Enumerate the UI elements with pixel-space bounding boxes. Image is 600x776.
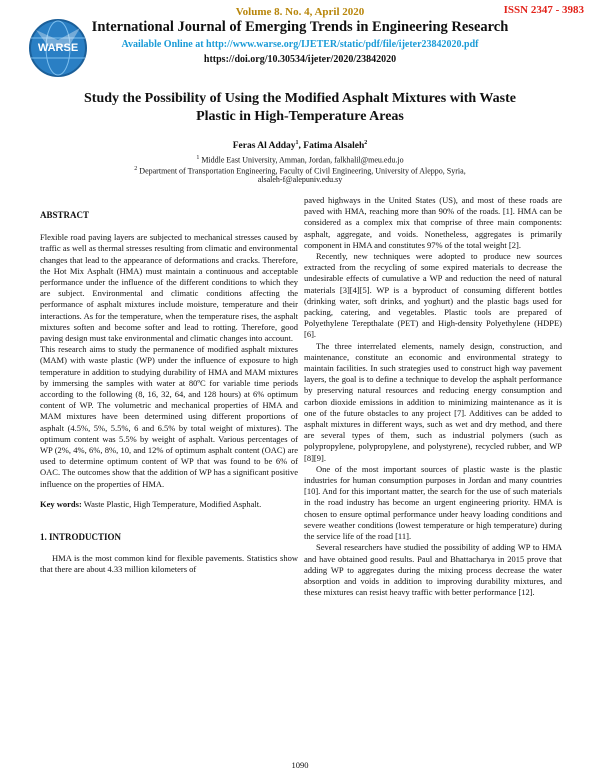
affiliation-2-text: Department of Transportation Engineering, Faculty of Civil Engineering, University of Aleppo, Syria, (137, 166, 466, 176)
abstract-paragraph-1: Flexible road paving layers are subjected to mechanical stresses caused by traffic as well as thermal stresses resulting from climatic and environmental changes that lead to the appearance of deformations and cracks. Therefore, the Hot Mix Asphalt (HMA) must maintain a continuous and acceptable performance under the influence of the different conditions to which they are subject. Environmental and climatic conditions affecting the performance of asphalt mixtures include moisture, temperature and their interactions. As for the temperature, when the temperature rises, the asphalt mixtures soften and become softer and lead to rotting. Therefore, good paving design must take environmental and climatic changes into account. (40, 232, 298, 344)
right-paragraph-2: Recently, new techniques were adopted to produce new sources extracted from the recycling of some expired materials to decrease the undesirable effects of cumulative a WP and reduction the need of natural materials [3][4][5]. WP is a byproduct of consuming different bottles (drinking water, soft drinks, and yoghurt) and the plastic bags used for packing, catering, and vegetables. Plastic tools are prepared of Polyethylene Terepthalate (PET) and High-density Polyethylene (HDPE) [6]. (304, 251, 562, 340)
affiliation-2-sup: 2 (134, 166, 138, 172)
journal-title: International Journal of Emerging Trends in Engineering Research (91, 19, 509, 35)
left-column (40, 210, 298, 576)
author-2-sup: 2 (364, 140, 368, 146)
paper-title-line2: Plastic in High-Temperature Areas (196, 108, 404, 124)
keywords (40, 499, 298, 510)
introduction-heading: 1. INTRODUCTION (40, 532, 122, 543)
affiliation-1-text: Middle East University, Amman, Jordan, falkhalil@meu.edu.jo (199, 155, 404, 165)
author-separator: , (298, 141, 304, 152)
doi-link[interactable]: https://doi.org/10.30534/ijeter/2020/23842020 (203, 54, 397, 65)
right-paragraph-5: Several researchers have studied the possibility of adding WP to HMA and have obtained good results. Paul and Bhattacharya in 2015 prove that adding WP to aggregates during the mixing process decrease the water absorption and voids in addition to improving durability mixtures, and these mixtures can resist heavy traffic with better performance [12]. (304, 542, 562, 598)
abstract-heading: ABSTRACT (40, 210, 90, 220)
issn: ISSN 2347 - 3983 (503, 4, 584, 16)
right-paragraph-3: The three interrelated elements, namely design, construction, and maintenance, constitute an economic and environmental strategy to maintain facilities. In such strategies used to construct high way pavement layers, the goal is to define a technique to develop the asphalt performance by preserving natural resources and reducing energy consumption and carbon dioxide emissions in addition to minimizing maintenance as it is one of the future obstacles to any project [7]. Additives can be added to asphalt mixtures in different ways, such as wet and dry method, and there are several types of them, such as industrial polymers (such as polypropylene, polypropylene, and polystyrene), recycled rubber, and WP [8][9]. (304, 340, 562, 463)
abstract-paragraph-2: This research aims to study the permanence of modified asphalt mixtures (MAM) with waste plastic (WP) under the influence of exposure to high temperature in addition to studying durability of HMA and MAM mixtures by immersing the samples with water at 80ºC for variable time periods according to the following (8, 16, 32, 64, and 128 hours) at 6% optimum content of WP. The volumetric and mechanical properties of HMA and MAM mixtures have been determined using different proportions of asphalt (4.5%, 5%, 5.5%, 6 and 6.5% by total weight of mixtures). The optimum content was 5.5% by weight of asphalt. Various percentages of WP (2%, 4%, 6%, 8%, 10, and 12% of optimum asphalt content (OAC) are used to determine optimum content of WP that was found to be 6% of OAC. The outcomes show that the addition of WP has a significant positive influence on the properties of HMA. (40, 344, 298, 489)
online-link[interactable]: Available Online at http://www.warse.org/IJETER/static/pdf/file/ijeter23842020.pdf (121, 39, 479, 50)
paper-title-line1: Study the Possibility of Using the Modified Asphalt Mixtures with Waste (84, 91, 516, 106)
author-2: Fatima Alsaleh (303, 141, 365, 152)
affiliation-2-email: alsaleh-f@alepuniv.edu.sy (257, 175, 343, 184)
right-paragraph-1: paved highways in the United States (US), and most of these roads are paved with HMA, reaching more than 90% of the roads. [1]. HMA can be considered as a complex mix that comprise of three main components: asphalt, aggregate, and voids. Nonetheless, aggregates is primarily component in HMA and constitutes 97% of the total weight [2]. (304, 195, 562, 250)
volume-info: Volume 8. No. 4, April 2020 (235, 6, 365, 18)
paper-title (60, 90, 540, 125)
keywords-label: Key words: (40, 498, 82, 509)
right-column (304, 195, 562, 598)
authors (0, 140, 600, 151)
author-1: Feras Al Adday (232, 141, 296, 152)
logo-text: WARSE (37, 42, 79, 54)
author-1-sup: 1 (295, 140, 299, 146)
introduction-paragraph-1: HMA is the most common kind for flexible pavements. Statistics show that there are about 4.33 million kilometers of (40, 553, 298, 575)
right-paragraph-4: One of the most important sources of plastic waste is the plastic industries for human consumption purposes in Jordan and many countries [10]. And for this important matter, the search for the use of such materials in the road industry has become an urgent engineering priority. HMA is chosen to ensure optimal performance under heavy loading conditions and severe weather conditions (lowest temperature or high temperature) during the service life of the road [11]. (304, 463, 562, 542)
affiliation-1-sup: 1 (196, 155, 200, 161)
page-number: 1090 (291, 760, 309, 770)
keywords-text: Waste Plastic, High Temperature, Modified Asphalt. (81, 498, 262, 509)
